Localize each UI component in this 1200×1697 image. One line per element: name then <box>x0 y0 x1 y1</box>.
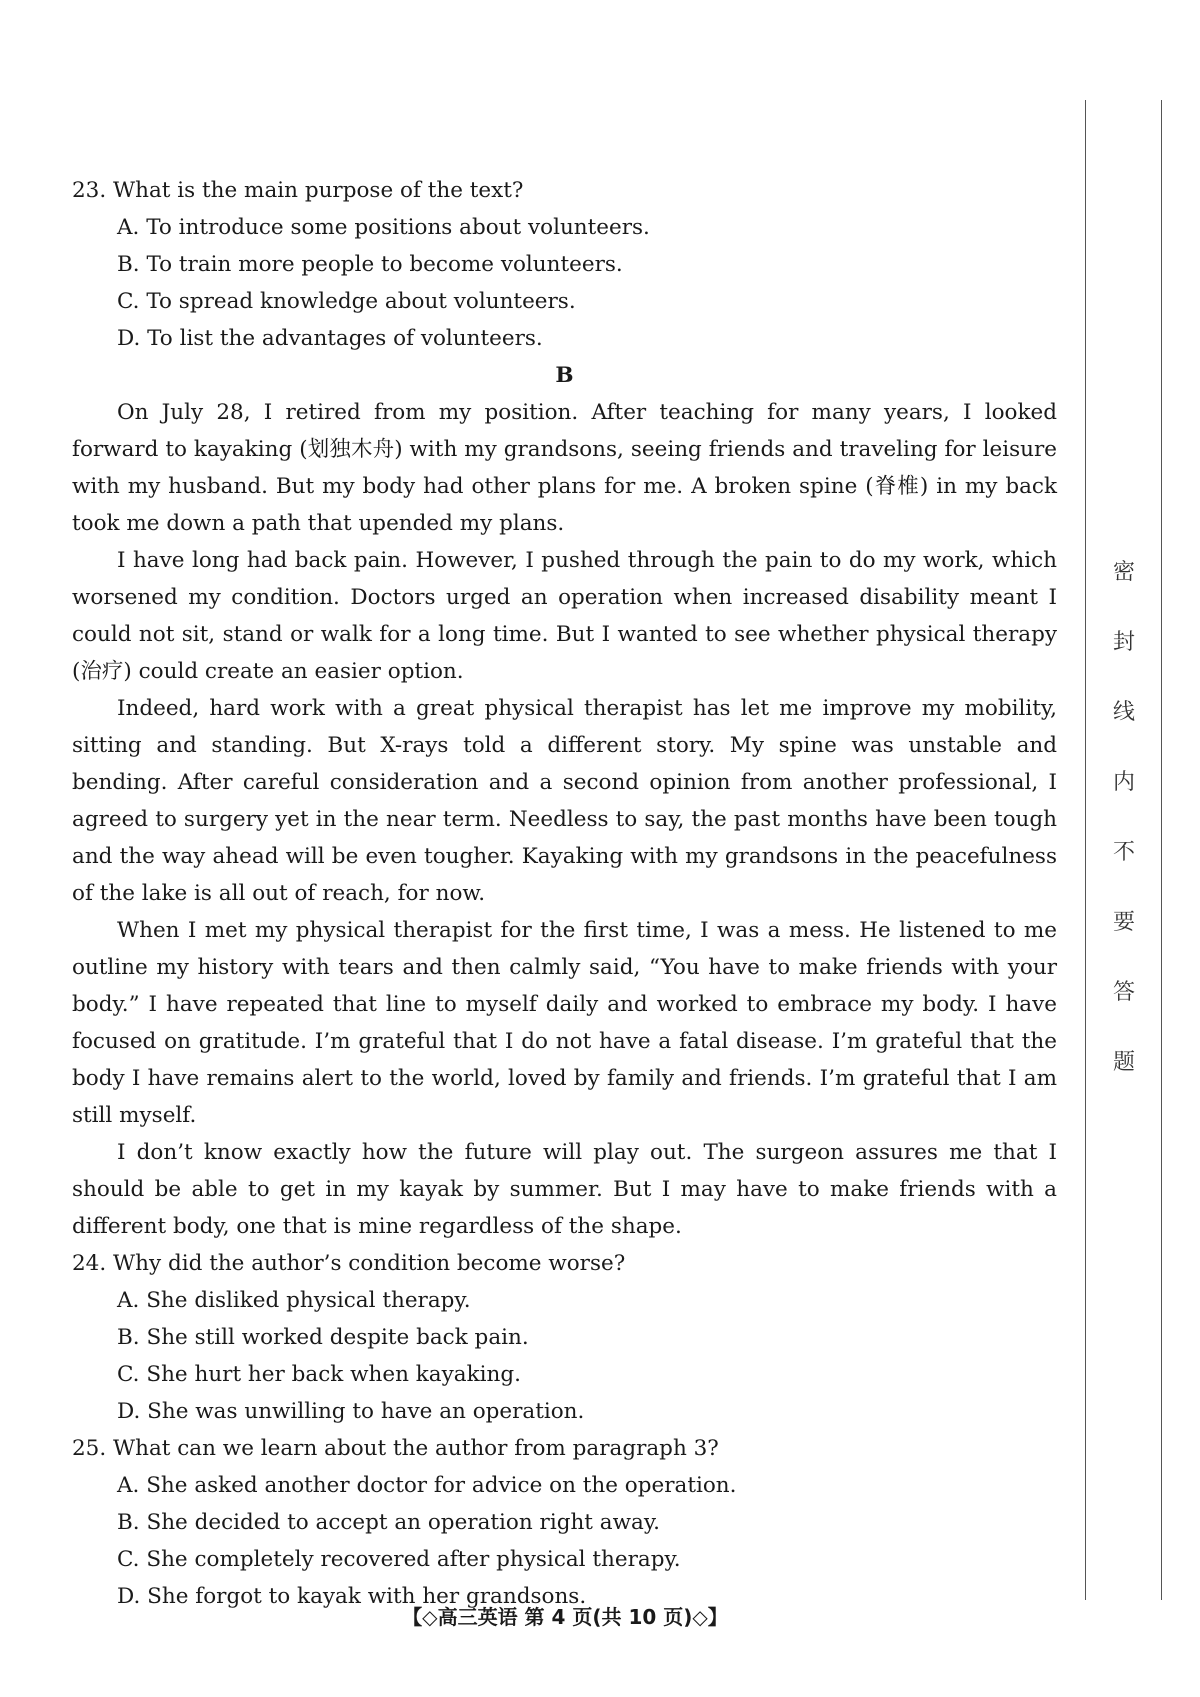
seal-char-6: 要 <box>1112 910 1135 935</box>
seal-char-1: 密 <box>1112 560 1135 585</box>
passage-paragraph-5: I don’t know exactly how the future will play out. The surgeon assures me that I should be able to get in my kayak by summer. But I may have to make friends with a different body, one that is mine regardless of the shape. <box>72 1140 1057 1239</box>
seal-char-3: 线 <box>1112 700 1135 725</box>
question-23 <box>72 172 1057 357</box>
option-a: A. To introduce some positions about volunteers. <box>117 215 650 240</box>
seal-char-4: 内 <box>1112 770 1135 795</box>
seal-char-7: 答 <box>1112 980 1135 1005</box>
option-b: B. She still worked despite back pain. <box>117 1325 529 1350</box>
passage-b <box>72 394 1057 1245</box>
question-25 <box>72 1430 1057 1615</box>
seal-char-8: 题 <box>1112 1050 1135 1075</box>
seal-line-left-rule <box>1085 100 1086 1600</box>
exam-page-content <box>72 172 1057 1615</box>
option-d: D. She was unwilling to have an operation. <box>117 1399 585 1424</box>
seal-char-2: 封 <box>1112 630 1135 655</box>
option-c: C. She hurt her back when kayaking. <box>117 1362 521 1387</box>
question-stem: 24. Why did the author’s condition become worse? <box>72 1251 626 1276</box>
passage-paragraph-3: Indeed, hard work with a great physical therapist has let me improve my mobility, sitting and standing. But X-rays told a different story. My spine was unstable and bending. After careful consideration and a second opinion from another professional, I agreed to surgery yet in the near term. Needless to say, the past months have been tough and the way ahead will be even tougher. Kayaking with my grandsons in the peacefulness of the lake is all out of reach, for now. <box>72 696 1057 906</box>
question-stem: 23. What is the main purpose of the text? <box>72 178 524 203</box>
option-b: B. She decided to accept an operation right away. <box>117 1510 660 1535</box>
seal-char-5: 不 <box>1112 840 1135 865</box>
page-footer: 【◇高三英语 第 4 页(共 10 页)◇】 <box>402 1605 728 1629</box>
option-d: D. To list the advantages of volunteers. <box>117 326 543 351</box>
seal-line-margin <box>1075 100 1165 1600</box>
option-b: B. To train more people to become volunteers. <box>117 252 623 277</box>
section-title: B <box>555 363 574 388</box>
option-d: D. She forgot to kayak with her grandsons. <box>117 1584 587 1609</box>
option-c: C. She completely recovered after physical therapy. <box>117 1547 681 1572</box>
question-24 <box>72 1245 1057 1430</box>
passage-paragraph-2: I have long had back pain. However, I pushed through the pain to do my work, which worsened my condition. Doctors urged an operation when increased disability meant I could not sit, stand or walk for a long time. But I wanted to see whether physical therapy (治疗) could create an easier option. <box>72 548 1057 684</box>
option-a: A. She asked another doctor for advice on the operation. <box>117 1473 737 1498</box>
seal-line-right-rule <box>1161 100 1162 1600</box>
passage-paragraph-1: On July 28, I retired from my position. After teaching for many years, I looked forward to kayaking (划独木舟) with my grandsons, seeing friends and traveling for leisure with my husband. But my body had other plans for me. A broken spine (脊椎) in my back took me down a path that upended my plans. <box>72 400 1057 536</box>
option-c: C. To spread knowledge about volunteers. <box>117 289 576 314</box>
passage-paragraph-4: When I met my physical therapist for the first time, I was a mess. He listened to me outline my history with tears and then calmly said, “You have to make friends with your body.” I have repeated that line to myself daily and worked to embrace my body. I have focused on gratitude. I’m grateful that I do not have a fatal disease. I’m grateful that the body I have remains alert to the world, loved by family and friends. I’m grateful that I am still myself. <box>72 918 1057 1128</box>
option-a: A. She disliked physical therapy. <box>117 1288 471 1313</box>
question-stem: 25. What can we learn about the author from paragraph 3? <box>72 1436 719 1461</box>
